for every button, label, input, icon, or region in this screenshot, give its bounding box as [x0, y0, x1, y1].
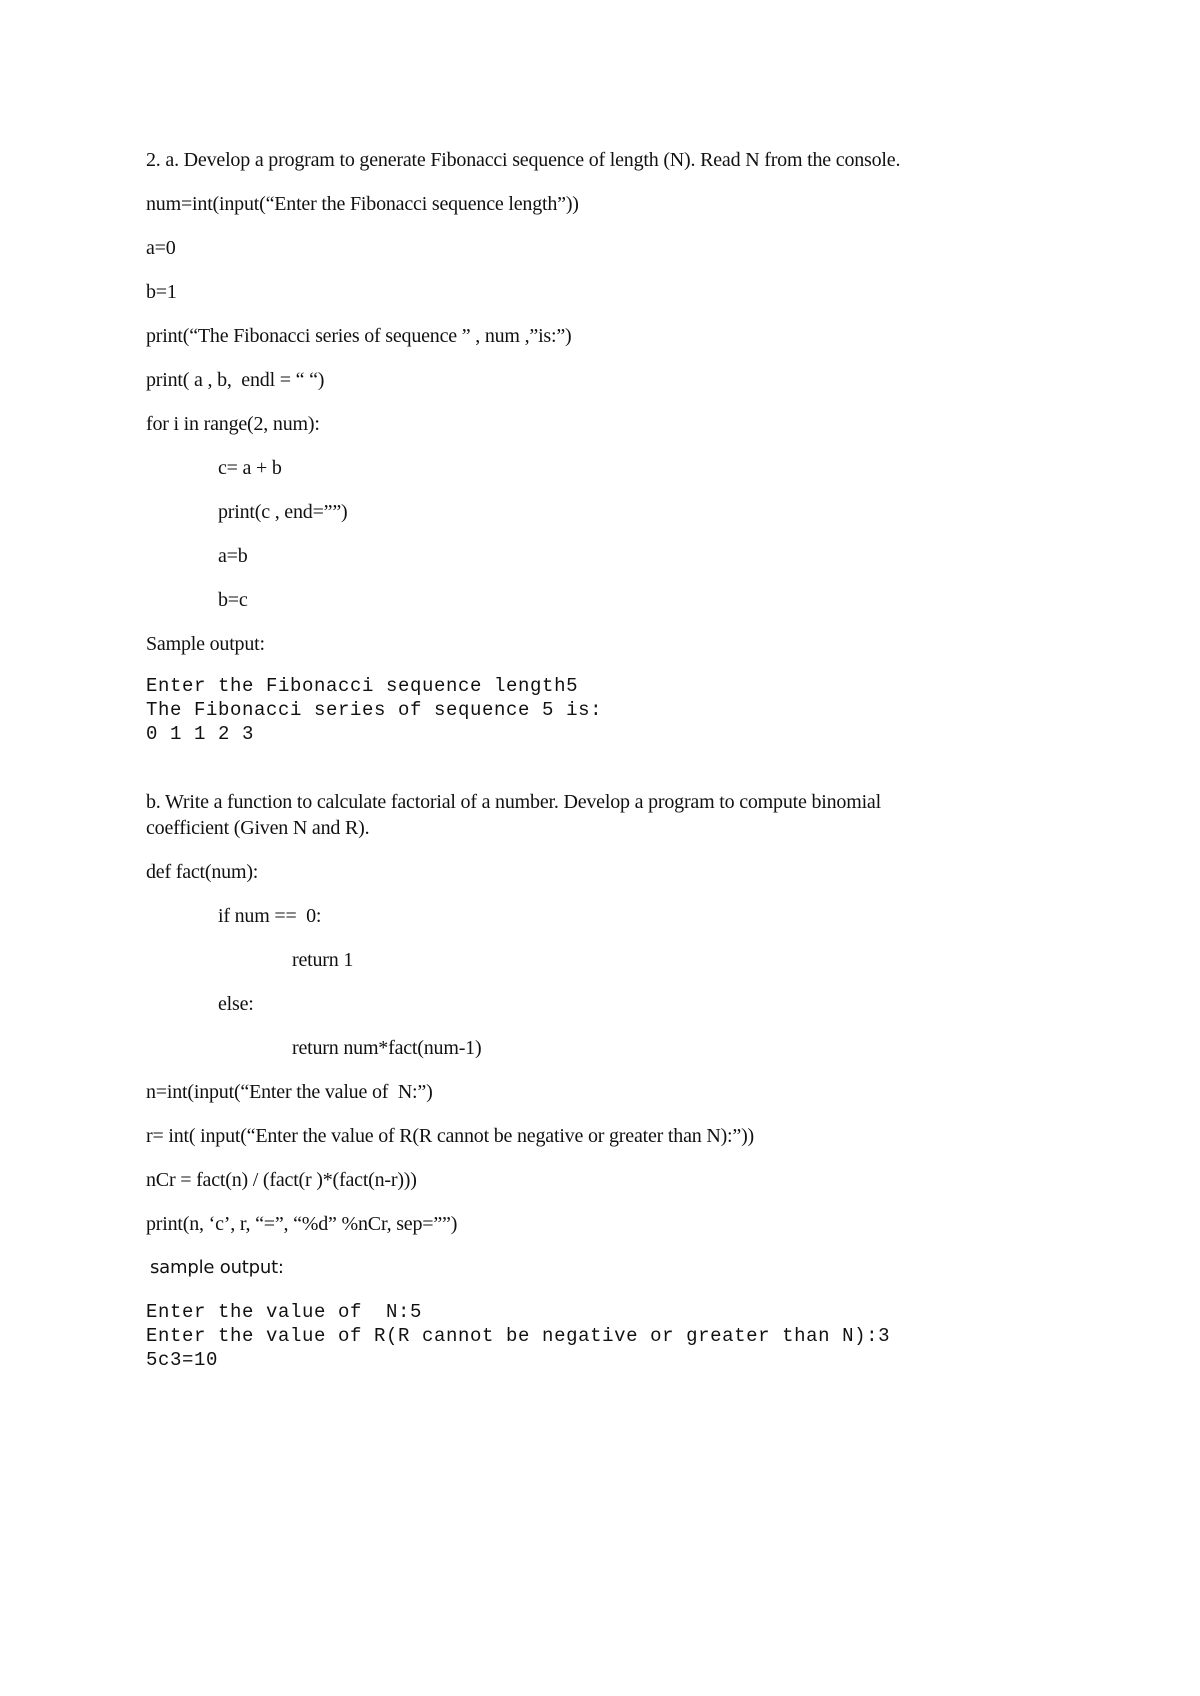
code-line: b=c: [218, 589, 248, 611]
question-2a-heading: 2. a. Develop a program to generate Fibonacci sequence of length (N). Read N from the console.: [146, 149, 901, 171]
code-line: print( a , b, endl = “ “): [146, 369, 325, 391]
code-line: print(“The Fibonacci series of sequence ” , num ,”is:”): [146, 325, 572, 347]
sample-output-line: 5c3=10: [146, 1349, 219, 1371]
sample-output-line: Enter the Fibonacci sequence length5: [146, 675, 579, 697]
code-line: num=int(input(“Enter the Fibonacci sequence length”)): [146, 193, 579, 215]
code-line: else:: [218, 993, 254, 1015]
code-line: print(c , end=””): [218, 501, 348, 523]
code-line: a=b: [218, 545, 248, 567]
code-line: def fact(num):: [146, 861, 259, 883]
code-line: b=1: [146, 281, 177, 303]
sample-output-line: Enter the value of N:5: [146, 1301, 423, 1323]
sample-output-label: Sample output:: [146, 633, 265, 655]
question-2b-heading-continued: coefficient (Given N and R).: [146, 817, 370, 839]
sample-output-label: sample output:: [150, 1257, 284, 1278]
sample-output-line: Enter the value of R(R cannot be negative or greater than N):3: [146, 1325, 891, 1347]
code-line: r= int( input(“Enter the value of R(R cannot be negative or greater than N):”)): [146, 1125, 755, 1147]
code-line: c= a + b: [218, 457, 282, 479]
code-line: print(n, ‘c’, r, “=”, “%d” %nCr, sep=””): [146, 1213, 458, 1235]
code-line: return 1: [292, 949, 354, 971]
question-2b-heading: b. Write a function to calculate factorial of a number. Develop a program to compute binomial: [146, 791, 881, 813]
code-line: return num*fact(num-1): [292, 1037, 482, 1059]
sample-output-line: 0 1 1 2 3: [146, 723, 255, 745]
code-line: if num == 0:: [218, 905, 322, 927]
code-line: n=int(input(“Enter the value of N:”): [146, 1081, 433, 1103]
code-line: for i in range(2, num):: [146, 413, 320, 435]
code-line: a=0: [146, 237, 176, 259]
sample-output-line: The Fibonacci series of sequence 5 is:: [146, 699, 603, 721]
code-line: nCr = fact(n) / (fact(r )*(fact(n-r))): [146, 1169, 417, 1191]
